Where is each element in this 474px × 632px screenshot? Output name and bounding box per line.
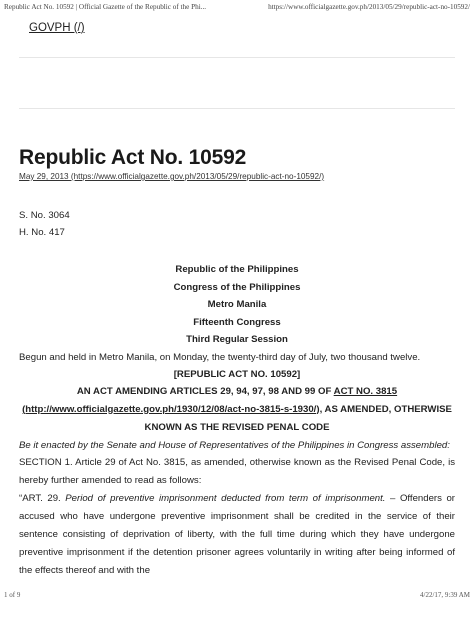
act-3815-link[interactable]: ACT NO. 3815: [333, 385, 398, 397]
page-count: 1 of 9: [4, 591, 21, 599]
print-header-url: https://www.officialgazette.gov.ph/2013/05/29/republic-act-no-10592/: [268, 3, 470, 11]
divider: [19, 57, 455, 58]
act-title-text-end: , AS AMENDED, OTHERWISE KNOWN AS THE REVISED PENAL CODE: [144, 403, 452, 433]
section-1-paragraph: SECTION 1. Article 29 of Act No. 3815, as amended, otherwise known as the Revised Penal Code, is hereby further amended to read as follows:: [19, 456, 455, 486]
enacting-clause: Be it enacted by the Senate and House of Representatives of the Philippines in Congress assembled:: [19, 439, 450, 451]
govph-link[interactable]: GOVPH (/): [29, 22, 85, 34]
date-link[interactable]: May 29, 2013 (https://www.officialgazette.gov.ph/2013/05/29/republic-act-no-10592/): [19, 172, 325, 181]
senate-bill-number: S. No. 3064: [19, 210, 70, 221]
act-title: [19, 383, 455, 437]
page-title: Republic Act No. 10592: [19, 146, 247, 169]
act-3815-url-link[interactable]: (http://www.officialgazette.gov.ph/1930/12/08/act-no-3815-s-1930/): [22, 403, 320, 415]
article-29-paragraph: [19, 490, 455, 580]
house-bill-number: H. No. 417: [19, 227, 65, 238]
print-header-title: Republic Act No. 10592 | Official Gazette of the Republic of the Phi...: [4, 3, 207, 11]
print-datetime: 4/22/17, 9:39 AM: [420, 591, 470, 599]
print-header: [4, 3, 470, 15]
article-29-text: – Offenders or accused who have undergone preventive imprisonment shall be credited in the service of their sentence consisting of deprivation of liberty, with the full time during which they have undergone preventive imprisonment if the detention prisoner agrees voluntarily in writing after being informed of the effects thereof and with the: [19, 492, 455, 576]
republic-act-label: [REPUBLIC ACT NO. 10592]: [173, 368, 301, 380]
header-line: Metro Manila: [207, 299, 267, 310]
header-line: Fifteenth Congress: [193, 316, 281, 328]
header-line: Congress of the Philippines: [173, 281, 301, 293]
document-body: [19, 207, 455, 580]
congress-header: [19, 261, 455, 349]
begun-paragraph: Begun and held in Metro Manila, on Monday, the twenty-third day of July, two thousand twelve.: [19, 351, 421, 363]
divider: [19, 108, 455, 109]
act-title-text: AN ACT AMENDING ARTICLES 29, 94, 97, 98 AND 99 OF: [76, 385, 334, 397]
article-29-lead: “ART. 29.: [19, 492, 66, 504]
header-line: Third Regular Session: [186, 334, 288, 345]
print-footer: [4, 591, 470, 601]
article-29-heading: Period of preventive imprisonment deducted from term of imprisonment.: [65, 492, 386, 504]
header-line: Republic of the Philippines: [175, 264, 299, 275]
